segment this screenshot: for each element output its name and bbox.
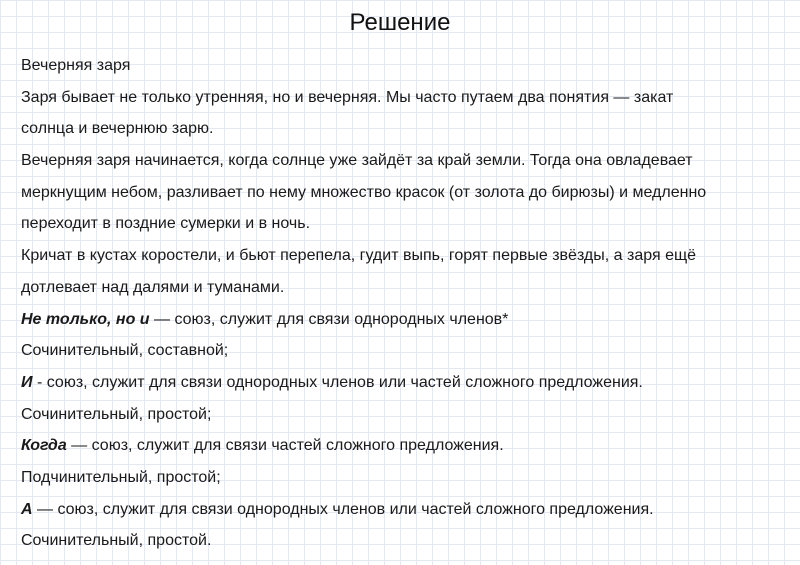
conjunction-type: Подчинительный, простой; [21,468,221,486]
text-line: Заря бывает не только утренняя, но и вечерняя. Мы часто путаем два понятия — закат [21,88,674,106]
conjunction-term: И [21,373,33,391]
conjunction-term: Когда [21,437,67,455]
conjunction-type: Сочинительный, простой. [21,532,212,550]
text-line: Кричат в кустах коростели, и бьют перепела, гудит выпь, горят первые звёзды, а заря ещё [21,247,697,265]
text-line: переходит в поздние сумерки и в ночь. [21,215,311,233]
text-line: меркнущим небом, разливает по нему множество красок (от золота до бирюзы) и медленно [21,183,707,201]
conjunction-description: - союз, служит для связи однородных членов или частей сложного предложения. [32,373,643,391]
conjunction-term: А [21,500,33,518]
conjunction-description: — союз, служит для связи однородных членов* [149,310,509,328]
conjunction-definition [21,304,791,336]
conjunction-type: Сочинительный, составной; [21,342,229,360]
conjunction-description: — союз, служит для связи частей сложного предложения. [66,437,504,455]
conjunction-definition [21,367,791,399]
solution-content [21,50,791,557]
conjunction-type: Сочинительный, простой; [21,405,212,423]
conjunction-term: Не только, но и [21,310,150,328]
page-title: Решение [349,9,451,36]
conjunction-description: — союз, служит для связи однородных членов или частей сложного предложения. [32,500,654,518]
text-line: Вечерняя заря начинается, когда солнце уже зайдёт за край земли. Тогда она овладевает [21,152,693,170]
conjunction-definition [21,494,791,526]
conjunction-definition [21,430,791,462]
text-line: дотлевает над далями и туманами. [21,278,285,296]
text-heading: Вечерняя заря [21,57,131,74]
text-line: солнца и вечернюю зарю. [21,120,214,138]
